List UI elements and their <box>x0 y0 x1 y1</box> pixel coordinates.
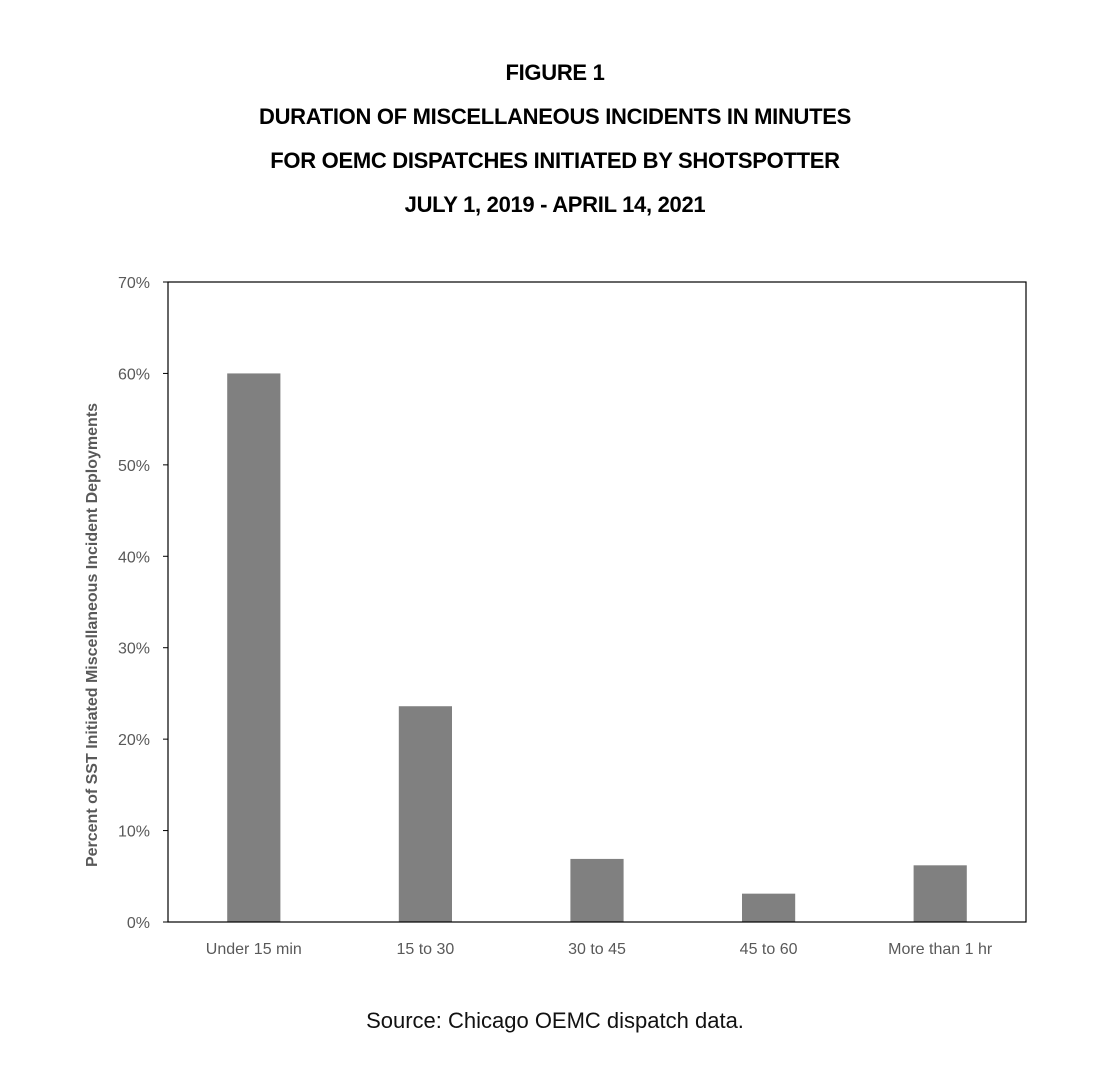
figure-title-line-2: FOR OEMC DISPATCHES INITIATED BY SHOTSPOTTER <box>270 148 840 173</box>
y-axis-ticks <box>118 275 168 932</box>
y-tick-label: 20% <box>117 732 150 750</box>
figure-title-line-3: JULY 1, 2019 - APRIL 14, 2021 <box>404 192 706 217</box>
bars-layer <box>227 373 967 922</box>
bar <box>742 894 795 922</box>
bar <box>399 706 452 922</box>
y-tick-label: 40% <box>117 549 150 567</box>
x-tick-label: Under 15 min <box>205 941 302 958</box>
x-axis-ticks <box>206 941 993 958</box>
figure-title-line-1: DURATION OF MISCELLANEOUS INCIDENTS IN MINUTES <box>258 104 852 129</box>
bar <box>570 859 623 922</box>
x-tick-label: 30 to 45 <box>568 941 626 958</box>
plot-frame <box>168 282 1026 922</box>
bar <box>227 373 280 922</box>
source-note: Source: Chicago OEMC dispatch data. <box>366 1008 744 1033</box>
x-tick-label: 15 to 30 <box>396 941 455 958</box>
figure-label: FIGURE 1 <box>505 60 605 85</box>
y-tick-label: 50% <box>117 457 150 475</box>
y-axis-label: Percent of SST Initiated Miscellaneous Incident Deployments <box>84 402 101 868</box>
y-tick-label: 70% <box>117 275 150 292</box>
x-tick-label: 45 to 60 <box>739 941 798 958</box>
bar <box>914 865 967 922</box>
y-tick-label: 0% <box>126 915 150 932</box>
x-tick-label: More than 1 hr <box>888 941 993 958</box>
y-tick-label: 60% <box>117 366 150 384</box>
y-tick-label: 10% <box>117 823 150 841</box>
y-tick-label: 30% <box>117 640 150 658</box>
